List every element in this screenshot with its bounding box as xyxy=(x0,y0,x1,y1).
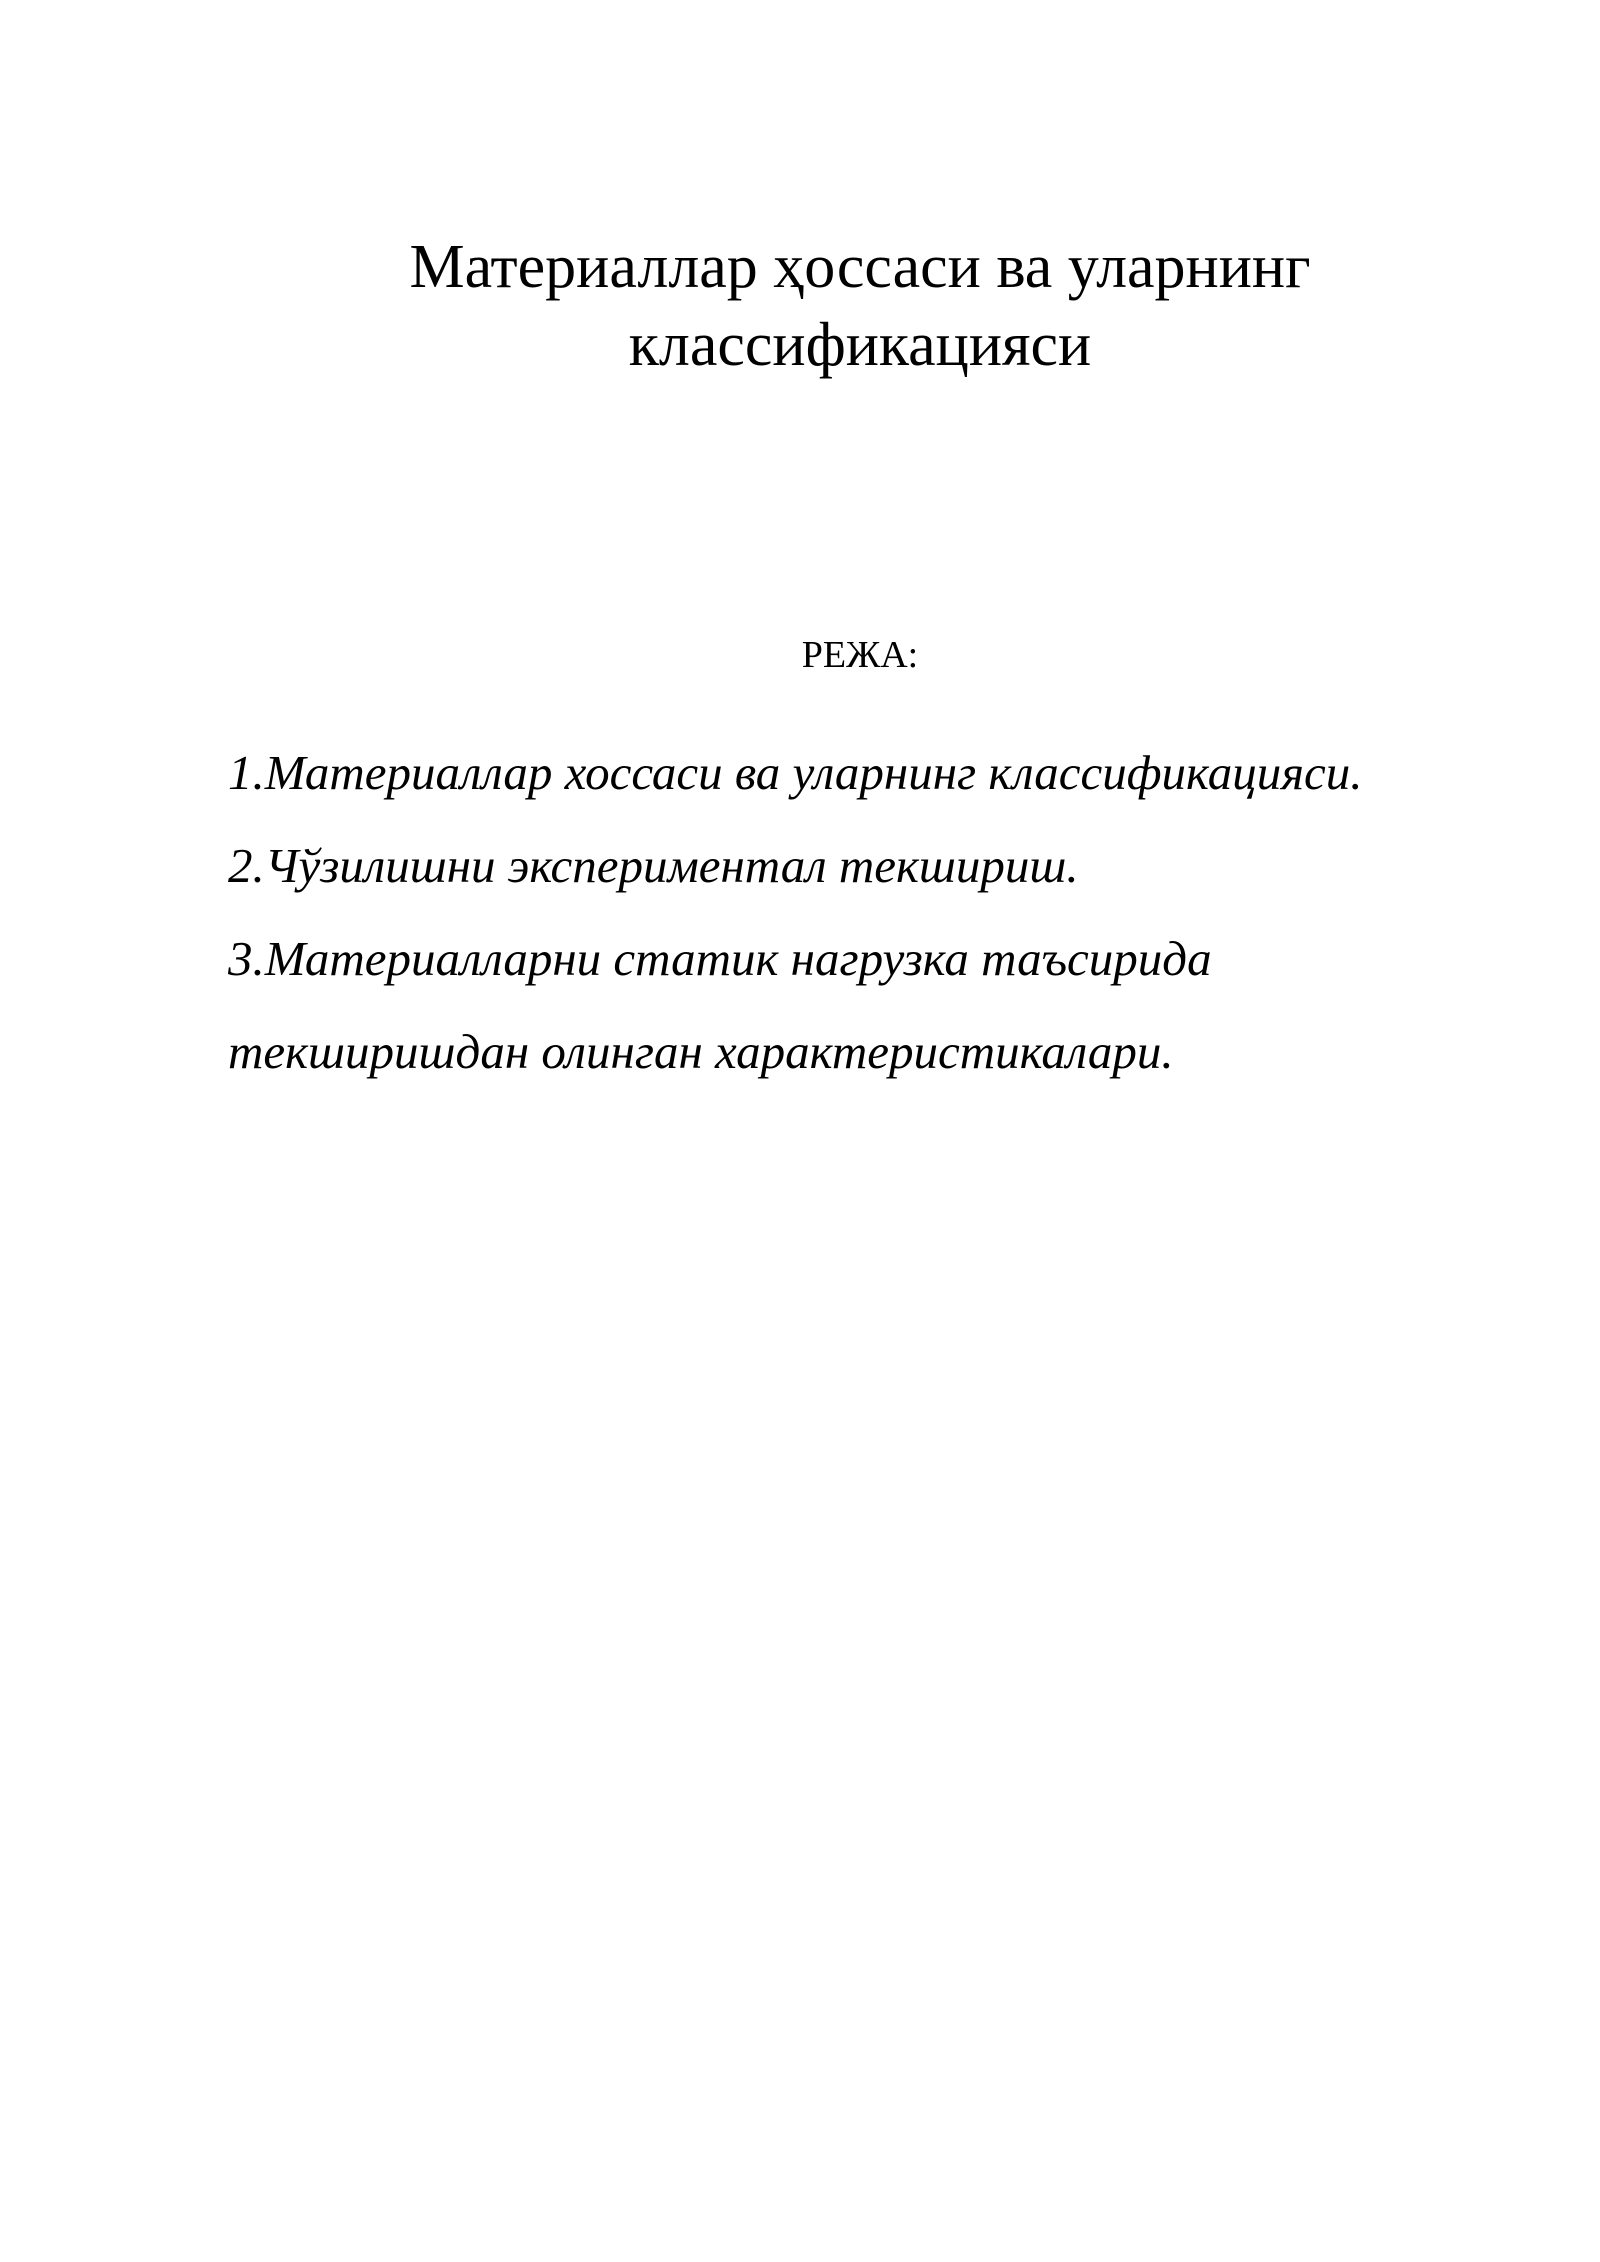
plan-item-2: 2.Чўзилишни экспериментал текшириш. xyxy=(228,838,1079,893)
document-title-line-1: Материаллар ҳоссаси ва уларнинг xyxy=(409,233,1311,301)
document-title xyxy=(280,228,1440,384)
plan-heading: РЕЖА: xyxy=(801,634,919,676)
plan-list xyxy=(228,726,1528,1098)
document-title-line-2: классификацияси xyxy=(628,311,1092,379)
plan-item-3: 3.Материалларни статик нагрузка таъсирида xyxy=(228,931,1212,986)
plan-item-3-continuation: текширишдан олинган характеристикалари. xyxy=(228,1024,1174,1079)
plan-item-1: 1.Материаллар хоссаси ва уларнинг классификацияси. xyxy=(228,745,1363,800)
